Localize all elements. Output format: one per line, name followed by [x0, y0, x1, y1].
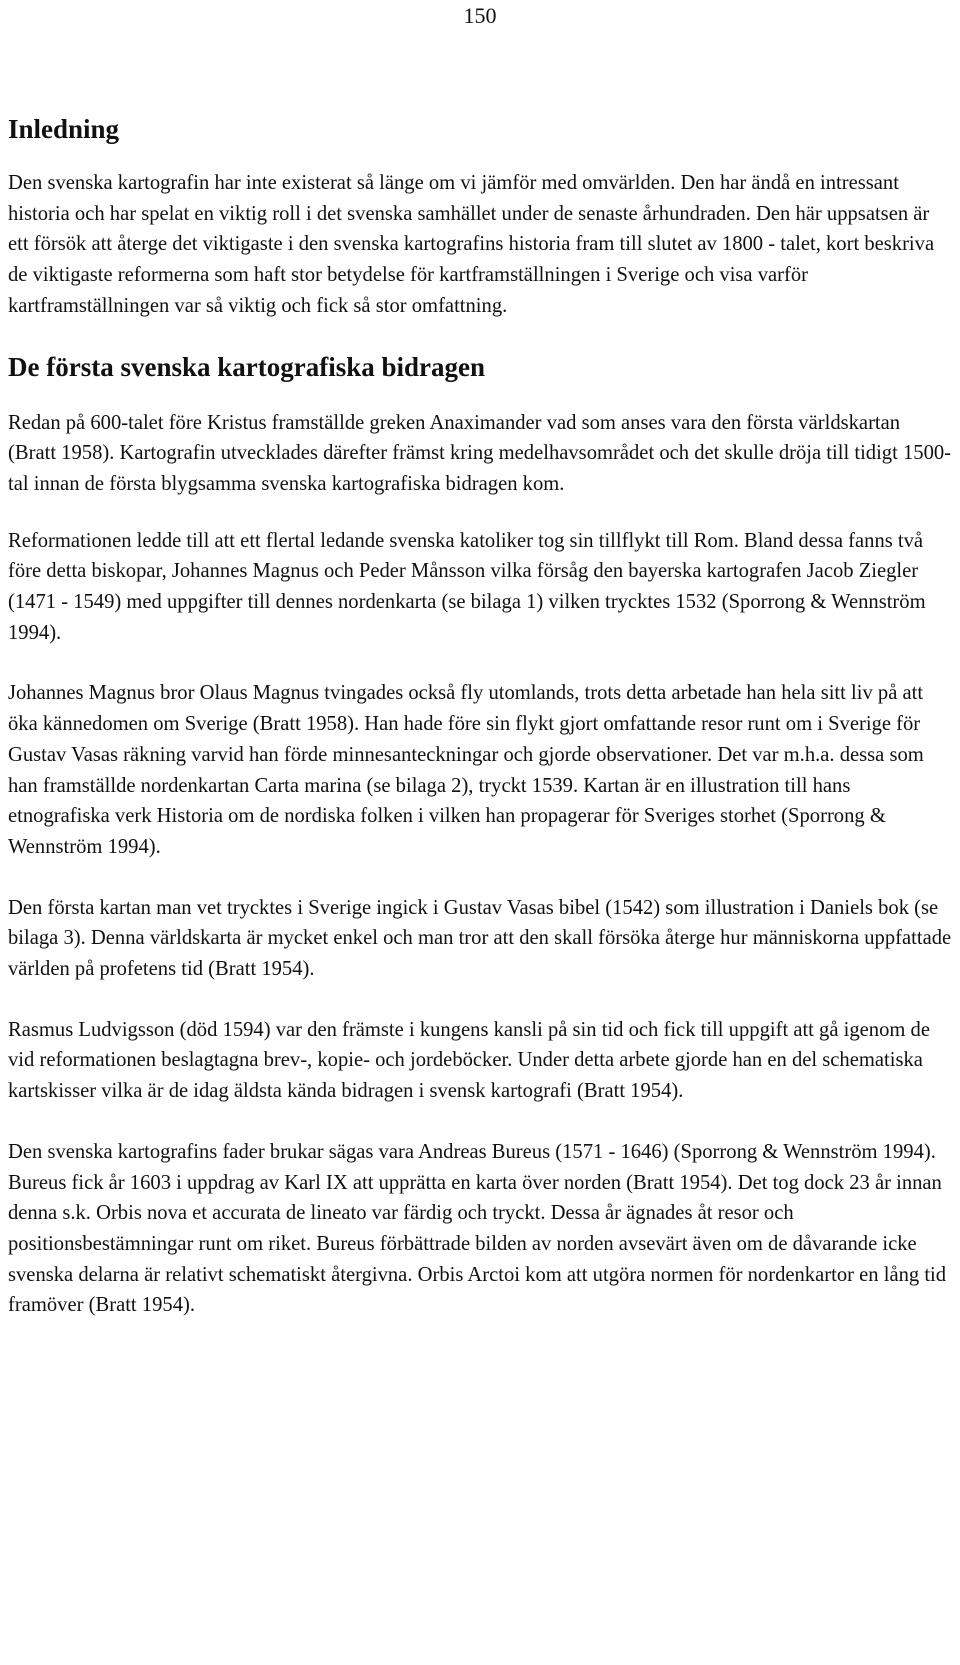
paragraph: Reformationen ledde till att ett flertal ledande svenska katoliker tog sin tillflykt till Rom. Bland dessa fanns två före detta biskopar, Johannes Magnus och Peder Månsson vilka försåg den bayerska kartografen Jacob Ziegler (1471 - 1549) med uppgifter till dennes nordenkarta (se bilaga 1) vilken trycktes 1532 (Sporrong & Wennström 1994).: [8, 529, 926, 644]
paragraph: Redan på 600-talet före Kristus framställde greken Anaximander vad som anses vara den första världskartan (Bratt 1958). Kartografin utvecklades därefter främst kring medelhavsområdet och det skulle dröja till tidigt 1500-tal innan de första blygsamma svenska kartografiska bidragen kom.: [8, 411, 952, 495]
section-heading-inledning: Inledning: [8, 114, 120, 144]
paragraph: Den svenska kartografin har inte existerat så länge om vi jämför med omvärlden. Den har ändå en intressant historia och har spelat en viktig roll i det svenska samhället under de senaste århundraden. Den här uppsatsen är ett försök att återge det viktigaste i den svenska kartografins historia fram till slutet av 1800 - talet, kort beskriva de viktigaste reformerna som haft stor betydelse för kartframställningen i Sverige och visa varför kartframställningen var så viktig och fick så stor omfattning.: [8, 172, 935, 317]
paragraph: Den första kartan man vet trycktes i Sverige ingick i Gustav Vasas bibel (1542) som illustration i Daniels bok (se bilaga 3). Denna världskarta är mycket enkel och man tror att den skall försöka återge hur människorna uppfattade världen på profetens tid (Bratt 1954).: [8, 896, 952, 981]
paragraph: Rasmus Ludvigsson (död 1594) var den främste i kungens kansli på sin tid och fick till uppgift att gå igenom de vid reformationen beslagtagna brev-, kopie- och jordeböcker. Under detta arbete gjorde han en del schematiska kartskisser vilka är de idag äldsta kända bidragen i svensk kartografi (Bratt 1954).: [8, 1018, 930, 1103]
document-body: [8, 112, 952, 1351]
section-heading-forsta-bidragen: De första svenska kartografiska bidragen: [8, 351, 485, 382]
page-number: 150: [463, 3, 497, 28]
paragraph: Johannes Magnus bror Olaus Magnus tvingades också fly utomlands, trots detta arbetade han hela sitt liv på att öka kännedomen om Sverige (Bratt 1958). Han hade före sin flykt gjort omfattande resor runt om i Sverige för Gustav Vasas räkning varvid han förde minnesanteckningar och gjorde observationer. Det var m.h.a. dessa som han framställde nordenkartan Carta marina (se bilaga 2), tryckt 1539. Kartan är en illustration till hans etnografiska verk Historia om de nordiska folken i vilken han propagerar för Sveriges storhet (Sporrong & Wennström 1994).: [8, 682, 924, 858]
paragraph: Den svenska kartografins fader brukar sägas vara Andreas Bureus (1571 - 1646) (Sporrong & Wennström 1994). Bureus fick år 1603 i uppdrag av Karl IX att upprätta en karta över norden (Bratt 1954). Det tog dock 23 år innan denna s.k. Orbis nova et accurata de lineato var färdig och tryckt. Dessa år ägnades åt resor och positionsbestämningar runt om riket. Bureus förbättrade bilden av norden avsevärt även om de dåvarande icke svenska delarna är relativt schematiskt återgivna. Orbis Arctoi kom att utgöra normen för nordenkartor en lång tid framöver (Bratt 1954).: [8, 1140, 947, 1317]
